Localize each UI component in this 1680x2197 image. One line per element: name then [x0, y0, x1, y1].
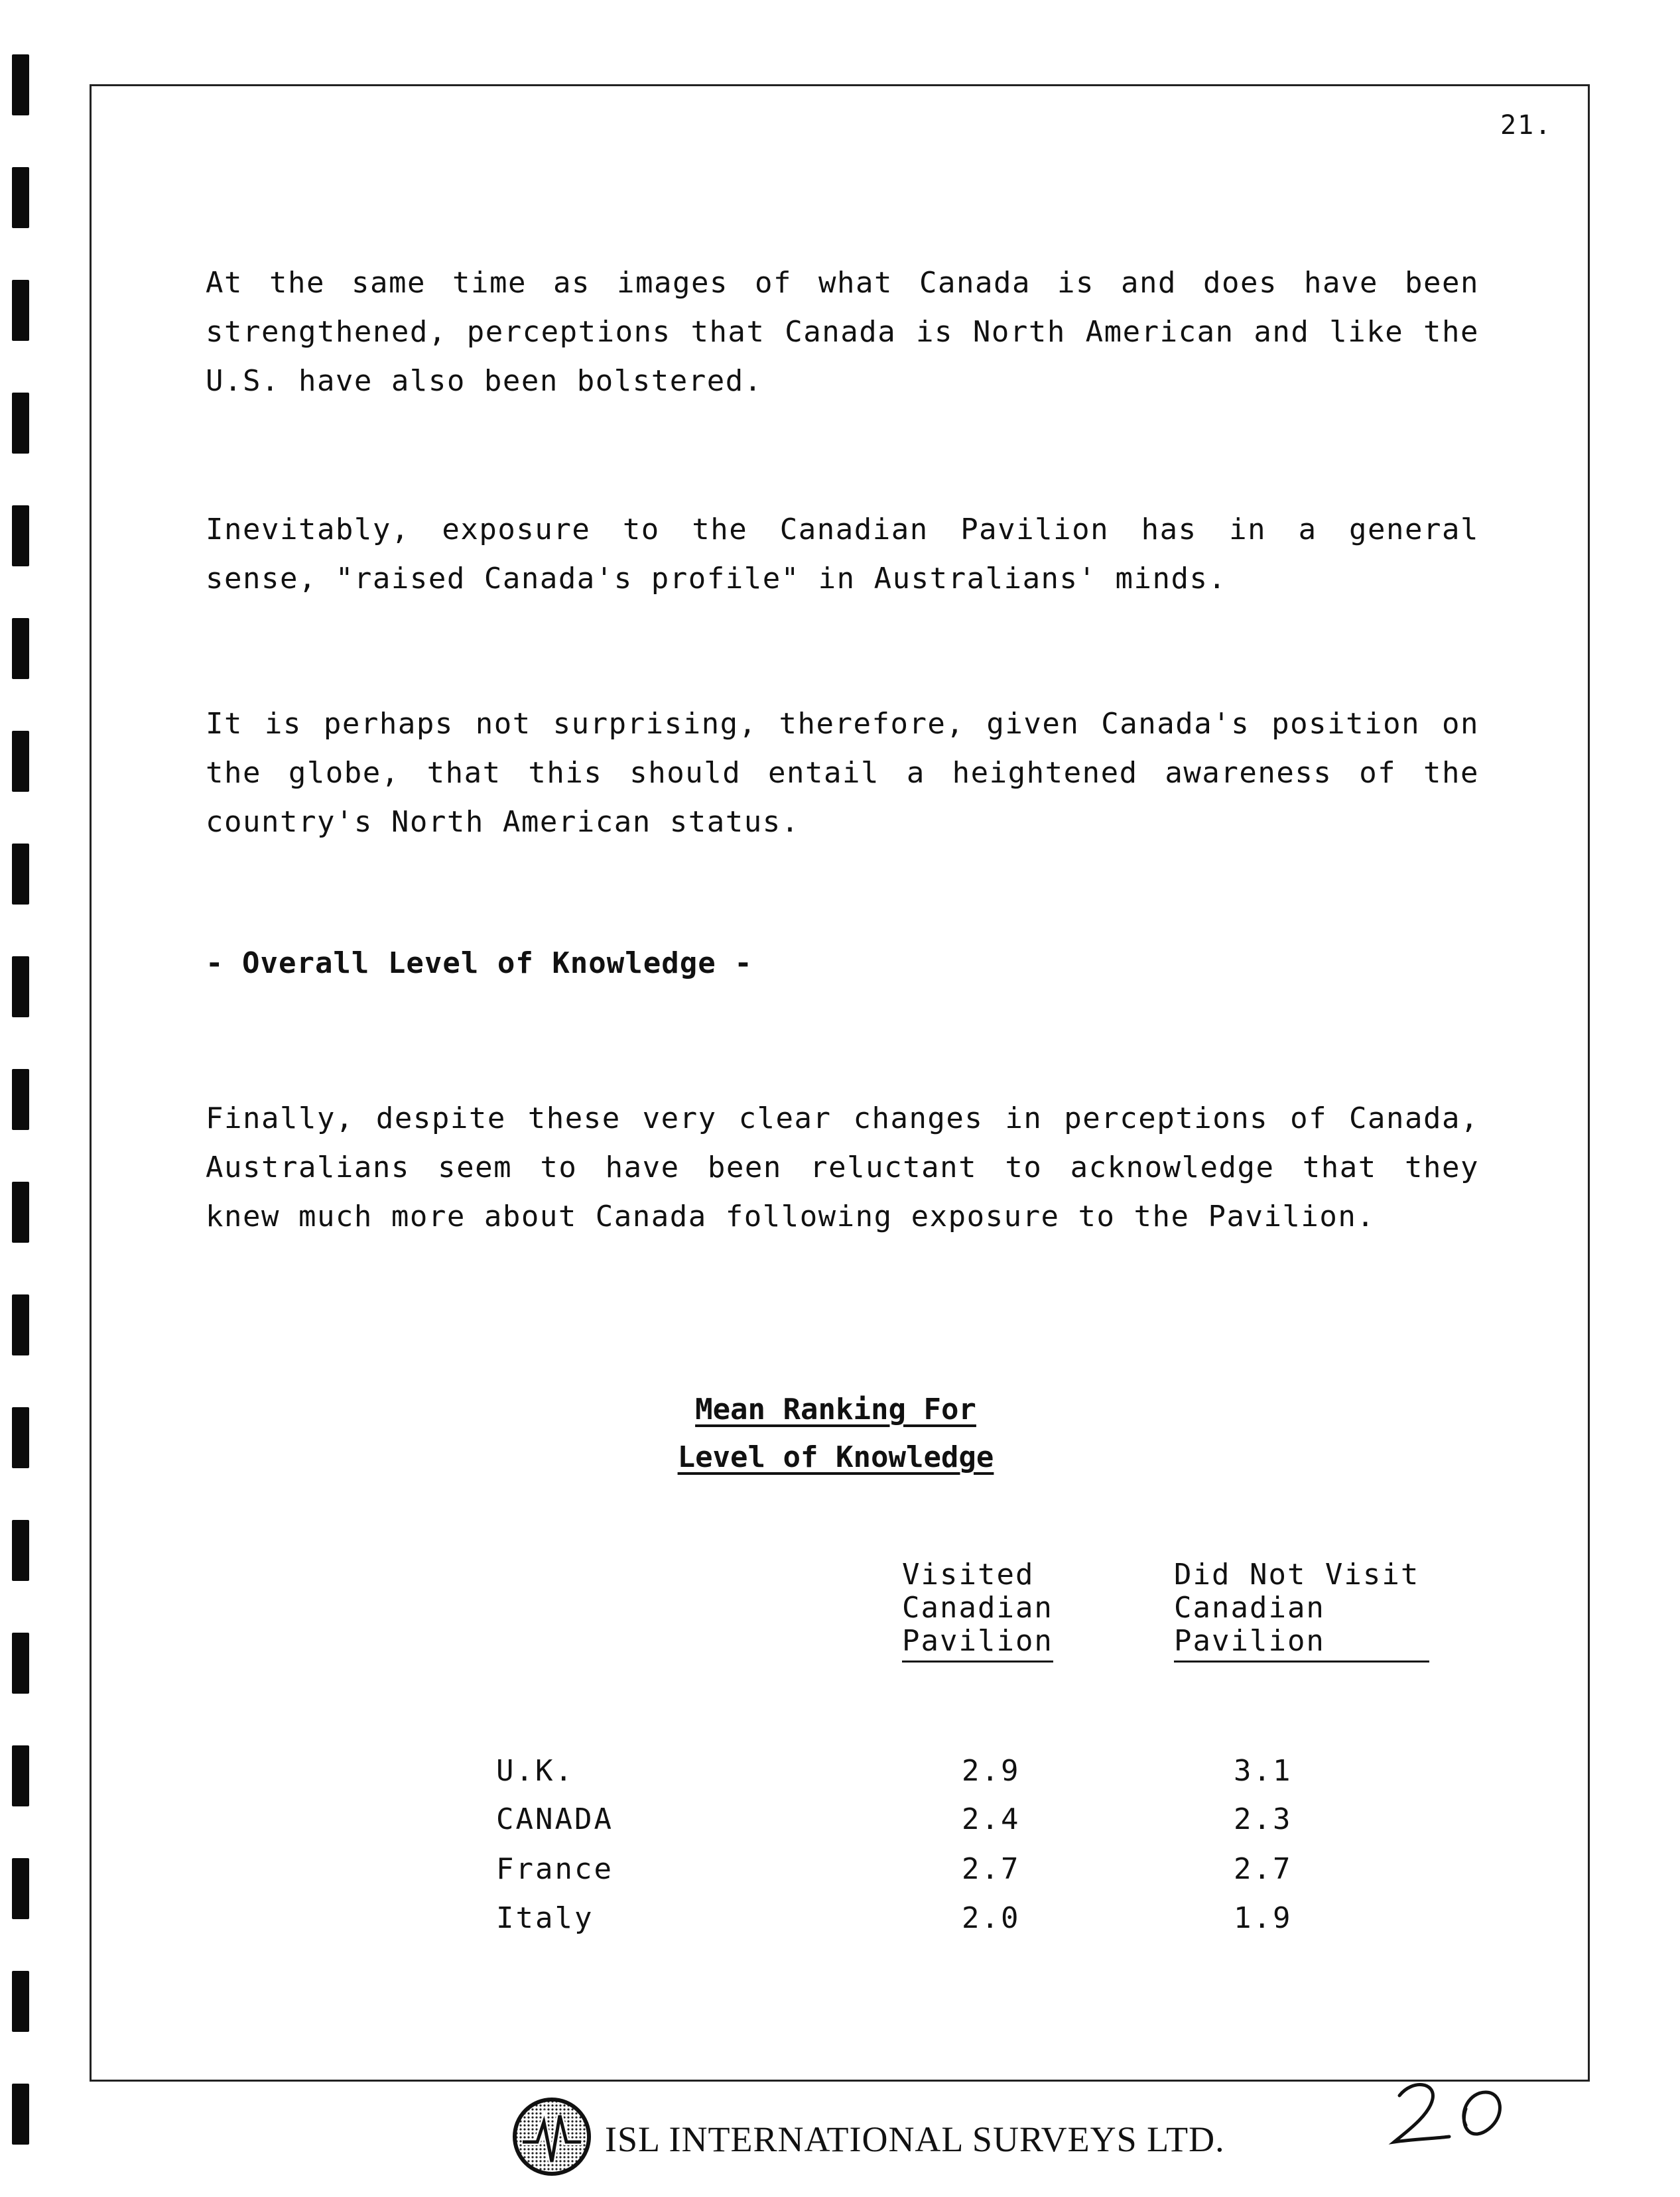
column-header-visited [902, 1558, 1053, 1663]
cell-france-visited: 2.7 [962, 1852, 1021, 1886]
column-header-line: Visited [902, 1558, 1035, 1592]
cell-italy-visited: 2.0 [962, 1901, 1021, 1935]
table-title-text-2: Level of Knowledge [677, 1440, 994, 1474]
table-title-text-1: Mean Ranking For [695, 1393, 976, 1426]
column-header-line: Pavilion [1174, 1625, 1429, 1663]
column-header-not-visited [1174, 1558, 1429, 1663]
binder-hole [12, 280, 29, 341]
binder-hole [12, 1745, 29, 1806]
cell-canada-not-visited: 2.3 [1234, 1802, 1293, 1836]
page-number: 21. [1500, 110, 1553, 141]
paragraph-3: It is perhaps not surprising, therefore, given Canada's position on the globe, that this should entail a heightened awareness of the country's North American status. [206, 707, 1479, 839]
column-header-line: Canadian [1174, 1591, 1325, 1625]
binder-hole [12, 1633, 29, 1694]
company-name: ISL INTERNATIONAL SURVEYS LTD. [605, 2119, 1225, 2159]
binder-hole [12, 956, 29, 1017]
binder-hole [12, 1182, 29, 1243]
binder-hole [12, 844, 29, 905]
binder-hole [12, 393, 29, 454]
binder-hole [12, 505, 29, 566]
binder-hole [12, 167, 29, 228]
binder-hole [12, 1407, 29, 1468]
binder-hole [12, 731, 29, 792]
cell-canada-visited: 2.4 [962, 1802, 1021, 1836]
handwritten-page-number-20 [1386, 2076, 1512, 2149]
cell-france-not-visited: 2.7 [1234, 1852, 1293, 1886]
row-label-uk: U.K. [496, 1754, 574, 1788]
company-logo-icon [511, 2096, 593, 2178]
binder-hole [12, 1520, 29, 1581]
row-label-canada: CANADA [496, 1802, 614, 1836]
binder-hole [12, 1294, 29, 1355]
cell-italy-not-visited: 1.9 [1234, 1901, 1293, 1935]
table-title-line-2 [597, 1440, 1074, 1474]
binder-hole [12, 618, 29, 679]
section-heading: - Overall Level of Knowledge - [206, 946, 753, 980]
binder-hole [12, 1858, 29, 1919]
paragraph-2: Inevitably, exposure to the Canadian Pavilion has in a general sense, "raised Canada's profile" in Australians' minds. [206, 513, 1479, 596]
row-label-italy: Italy [496, 1901, 594, 1935]
column-header-line: Canadian [902, 1591, 1053, 1625]
paragraph-4: Finally, despite these very clear changes in perceptions of Canada, Australians seem to have been reluctant to acknowledge that they knew much more about Canada following exposure to the Pavilion. [206, 1101, 1479, 1233]
binder-hole [12, 1971, 29, 2032]
table-title-line-1 [597, 1393, 1074, 1426]
binder-hole [12, 2084, 29, 2145]
binder-hole [12, 54, 29, 115]
cell-uk-visited: 2.9 [962, 1754, 1021, 1788]
paragraph-1: At the same time as images of what Canada is and does have been strengthened, perceptions that Canada is North American and like the U.S. have also been bolstered. [206, 266, 1479, 398]
column-header-line: Pavilion [902, 1625, 1053, 1663]
row-label-france: France [496, 1852, 614, 1886]
cell-uk-not-visited: 3.1 [1234, 1754, 1293, 1788]
binder-hole [12, 1069, 29, 1130]
column-header-line: Did Not Visit [1174, 1558, 1420, 1592]
